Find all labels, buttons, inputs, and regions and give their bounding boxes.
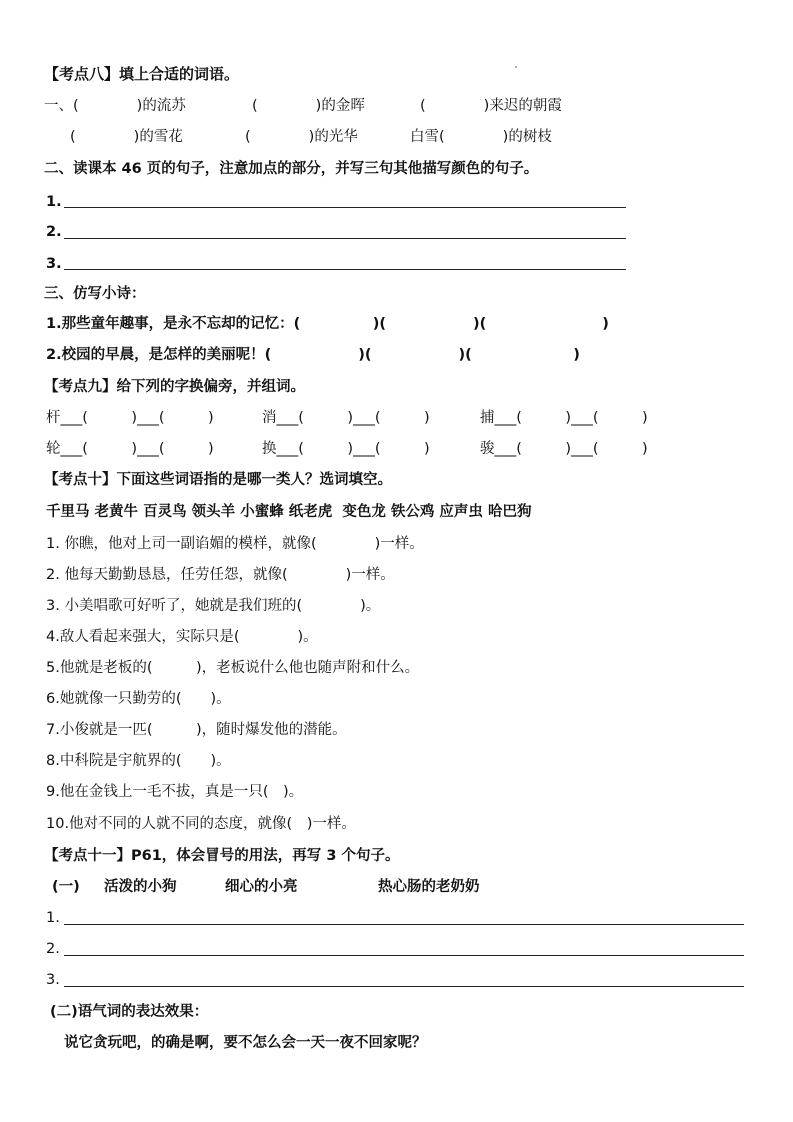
answer-number: 3. — [46, 972, 60, 988]
sentence-item: 6.她就像一只勤劳的( )。 — [46, 691, 231, 707]
part2-title: 二、读课本 46 页的句子，注意加点的部分，并写三句其他描写颜色的句子。 — [44, 161, 539, 177]
answer-line[interactable] — [64, 269, 626, 270]
sentence-item: 1. 你瞧，他对上司一副谄媚的模样，就像( )一样。 — [46, 536, 424, 552]
answer-line[interactable] — [64, 207, 626, 208]
sentence-item: 8.中科院是宇航界的( )。 — [46, 753, 231, 769]
sub2-title: (二)语气词的表达效果： — [50, 1004, 209, 1020]
section11-title: 【考点十一】P61，体会冒号的用法，再写 3 个句子。 — [44, 848, 400, 864]
fill-blank-item: 白雪( )的树枝 — [410, 129, 552, 145]
sentence-item: 4.敌人看起来强大，实际只是( )。 — [46, 629, 318, 645]
sentence-item: 2. 他每天勤勤恳恳，任劳任怨，就像( )一样。 — [46, 567, 395, 583]
answer-number: 1. — [46, 910, 60, 926]
example-word: 热心肠的老奶奶 — [378, 879, 480, 895]
answer-line[interactable] — [64, 238, 626, 239]
answer-line[interactable] — [64, 955, 744, 956]
radical-item: 轮___( )___( ) — [46, 441, 214, 457]
answer-line[interactable] — [64, 924, 744, 925]
sentence-item: 10.他对不同的人就不同的态度，就像( )一样。 — [46, 816, 356, 832]
answer-number: 1. — [46, 194, 62, 210]
sub2-text: 说它贪玩吧，的确是啊，要不怎么会一天一夜不回家呢？ — [64, 1035, 427, 1051]
sentence-item: 7.小俊就是一匹( )，随时爆发他的潜能。 — [46, 722, 347, 738]
section9-title: 【考点九】给下列的字换偏旁，并组词。 — [44, 379, 305, 395]
radical-item: 骏___( )___( ) — [480, 441, 648, 457]
radical-item: 杆___( )___( ) — [46, 410, 214, 426]
example-word: 活泼的小狗 — [104, 879, 177, 895]
stray-dot — [515, 66, 517, 68]
answer-number: 2. — [46, 224, 62, 240]
fill-blank-item: ( )的雪花 — [70, 129, 183, 145]
section8-title: 【考点八】填上合适的词语。 — [44, 65, 240, 83]
sentence-item: 3. 小美唱歌可好听了，她就是我们班的( )。 — [46, 598, 381, 614]
fill-blank-item: ( )的金晖 — [252, 98, 365, 114]
fill-blank-item: ( )的光华 — [245, 129, 358, 145]
radical-item: 捕___( )___( ) — [480, 410, 648, 426]
answer-line[interactable] — [64, 986, 744, 987]
radical-item: 消___( )___( ) — [262, 410, 430, 426]
poem-line-2: 2.校园的早晨，是怎样的美丽呢！( )( )( ) — [46, 347, 580, 363]
word-bank: 千里马 老黄牛 百灵鸟 领头羊 小蜜蜂 纸老虎 变色龙 铁公鸡 应声虫 哈巴狗 — [46, 504, 532, 520]
section10-title: 【考点十】下面这些词语指的是哪一类人？选词填空。 — [44, 472, 392, 488]
fill-blank-item: ( )来迟的朝霞 — [420, 98, 562, 114]
sub1-label: (一) — [52, 879, 80, 895]
sentence-item: 5.他就是老板的( )，老板说什么他也随声附和什么。 — [46, 660, 420, 676]
example-word: 细心的小亮 — [225, 879, 298, 895]
radical-item: 换___( )___( ) — [262, 441, 430, 457]
poem-line-1: 1.那些童年趣事，是永不忘却的记忆：( )( )( ) — [46, 316, 609, 332]
answer-number: 3. — [46, 256, 62, 272]
sentence-item: 9.他在金钱上一毛不拔，真是一只( )。 — [46, 784, 304, 800]
answer-number: 2. — [46, 941, 60, 957]
part3-title: 三、仿写小诗： — [44, 286, 146, 302]
fill-blank-item: 一、( )的流苏 — [44, 98, 186, 114]
